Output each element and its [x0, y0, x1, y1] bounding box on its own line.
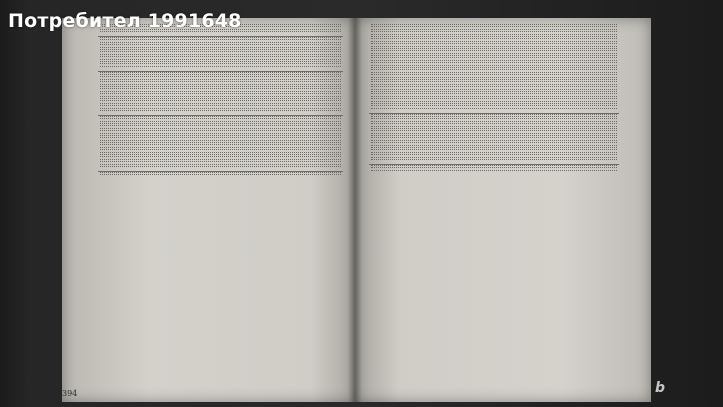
toc-leader-dots	[100, 100, 341, 101]
left-page	[62, 18, 355, 402]
toc-leader-dots	[371, 46, 617, 47]
toc-leader-dots	[371, 29, 617, 30]
toc-leader-dots	[100, 164, 341, 165]
toc-leader-dots	[100, 121, 341, 122]
toc-leader-dots	[371, 48, 617, 49]
toc-leader-dots	[100, 84, 341, 85]
toc-leader-dots	[100, 110, 341, 111]
toc-leader-dots	[100, 144, 341, 145]
toc-leader-dots	[100, 154, 341, 155]
toc-leader-dots	[100, 130, 341, 131]
toc-leader-dots	[100, 137, 341, 138]
site-logo: b	[655, 380, 666, 396]
toc-leader-dots	[371, 93, 617, 94]
toc-leader-dots	[100, 91, 341, 92]
toc-leader-dots	[100, 147, 341, 148]
toc-leader-dots	[371, 133, 617, 134]
toc-leader-dots	[371, 74, 617, 75]
toc-leader-dots	[100, 47, 341, 48]
toc-leader-dots	[100, 161, 341, 162]
toc-leader-dots	[371, 67, 617, 68]
toc-leader-dots	[100, 96, 341, 97]
toc-entry	[98, 166, 343, 168]
toc-leader-dots	[100, 81, 341, 82]
toc-leader-dots	[371, 123, 617, 124]
toc-leader-dots	[100, 61, 341, 62]
toc-leader-dots	[100, 44, 341, 45]
toc-leader-dots	[100, 152, 341, 153]
toc-leader-dots	[371, 152, 617, 153]
toc-leader-dots	[100, 59, 341, 60]
toc-leader-dots	[371, 81, 617, 82]
toc-leader-dots	[371, 36, 617, 37]
toc-leader-dots	[371, 157, 617, 158]
toc-leader-dots	[371, 31, 617, 32]
toc-leader-dots	[371, 121, 617, 122]
toc-leader-dots	[100, 142, 341, 143]
toc-leader-dots	[371, 103, 617, 104]
toc-leader-dots	[371, 69, 617, 70]
toc-leader-dots	[100, 66, 341, 67]
toc-leader-dots	[371, 84, 617, 85]
toc-leader-dots	[100, 128, 341, 129]
toc-leader-dots	[100, 54, 341, 55]
toc-leader-dots	[100, 74, 341, 75]
toc-leader-dots	[371, 86, 617, 87]
toc-leader-dots	[371, 167, 617, 168]
toc-leader-dots	[371, 140, 617, 141]
left-page-number: 394	[62, 389, 78, 398]
toc-leader-dots	[371, 165, 617, 166]
toc-leader-dots	[100, 159, 341, 160]
toc-leader-dots	[371, 116, 617, 117]
toc-leader-dots	[371, 126, 617, 127]
toc-leader-dots	[100, 93, 341, 94]
toc-entry	[369, 159, 619, 161]
user-watermark: Потребител 1991648	[8, 10, 242, 32]
toc-leader-dots	[100, 140, 341, 141]
toc-leader-dots	[100, 116, 341, 117]
toc-leader-dots	[371, 159, 617, 160]
toc-entry	[98, 174, 343, 176]
toc-leader-dots	[100, 98, 341, 99]
toc-leader-dots	[371, 114, 617, 115]
toc-leader-dots	[371, 62, 617, 63]
toc-leader-dots	[371, 26, 617, 27]
toc-leader-dots	[371, 149, 617, 150]
toc-leader-dots	[100, 103, 341, 104]
toc-leader-dots	[100, 39, 341, 40]
toc-leader-dots	[371, 60, 617, 61]
toc-leader-dots	[371, 96, 617, 97]
toc-entry	[98, 110, 343, 112]
toc-leader-dots	[371, 65, 617, 66]
toc-leader-dots	[371, 147, 617, 148]
toc-leader-dots	[371, 34, 617, 35]
toc-leader-dots	[100, 63, 341, 64]
toc-leader-dots	[371, 128, 617, 129]
toc-leader-dots	[100, 42, 341, 43]
toc-leader-dots	[371, 154, 617, 155]
toc-leader-dots	[371, 137, 617, 138]
left-toc-column	[98, 24, 343, 177]
toc-leader-dots	[371, 50, 617, 51]
toc-leader-dots	[371, 57, 617, 58]
toc-leader-dots	[100, 37, 341, 38]
book-gutter	[348, 18, 362, 402]
toc-leader-dots	[100, 88, 341, 89]
toc-leader-dots	[100, 166, 341, 167]
toc-leader-dots	[100, 156, 341, 157]
toc-leader-dots	[371, 89, 617, 90]
toc-leader-dots	[371, 72, 617, 73]
toc-leader-dots	[100, 86, 341, 87]
toc-leader-dots	[371, 170, 617, 171]
toc-leader-dots	[371, 55, 617, 56]
toc-leader-dots	[371, 130, 617, 131]
toc-leader-dots	[100, 123, 341, 124]
toc-leader-dots	[100, 174, 341, 175]
right-page	[355, 18, 651, 402]
toc-leader-dots	[371, 38, 617, 39]
toc-leader-dots	[100, 51, 341, 52]
toc-leader-dots	[371, 118, 617, 119]
toc-leader-dots	[371, 101, 617, 102]
toc-leader-dots	[100, 118, 341, 119]
toc-leader-dots	[100, 133, 341, 134]
toc-leader-dots	[100, 149, 341, 150]
toc-leader-dots	[371, 53, 617, 54]
toc-leader-dots	[100, 79, 341, 80]
toc-leader-dots	[371, 91, 617, 92]
toc-leader-dots	[100, 56, 341, 57]
toc-entry	[369, 108, 619, 110]
toc-leader-dots	[371, 98, 617, 99]
toc-leader-dots	[100, 172, 341, 173]
toc-entry	[369, 170, 619, 172]
toc-leader-dots	[371, 24, 617, 25]
toc-leader-dots	[100, 76, 341, 77]
toc-leader-dots	[100, 135, 341, 136]
toc-leader-dots	[371, 135, 617, 136]
toc-leader-dots	[100, 125, 341, 126]
toc-leader-dots	[371, 142, 617, 143]
right-toc-column	[369, 24, 619, 172]
toc-leader-dots	[371, 77, 617, 78]
toc-leader-dots	[100, 105, 341, 106]
toc-leader-dots	[100, 72, 341, 73]
toc-entry	[98, 66, 343, 68]
toc-leader-dots	[371, 145, 617, 146]
toc-leader-dots	[371, 43, 617, 44]
toc-leader-dots	[371, 108, 617, 109]
toc-leader-dots	[100, 49, 341, 50]
toc-leader-dots	[371, 79, 617, 80]
toc-leader-dots	[371, 41, 617, 42]
toc-leader-dots	[371, 105, 617, 106]
toc-leader-dots	[100, 108, 341, 109]
